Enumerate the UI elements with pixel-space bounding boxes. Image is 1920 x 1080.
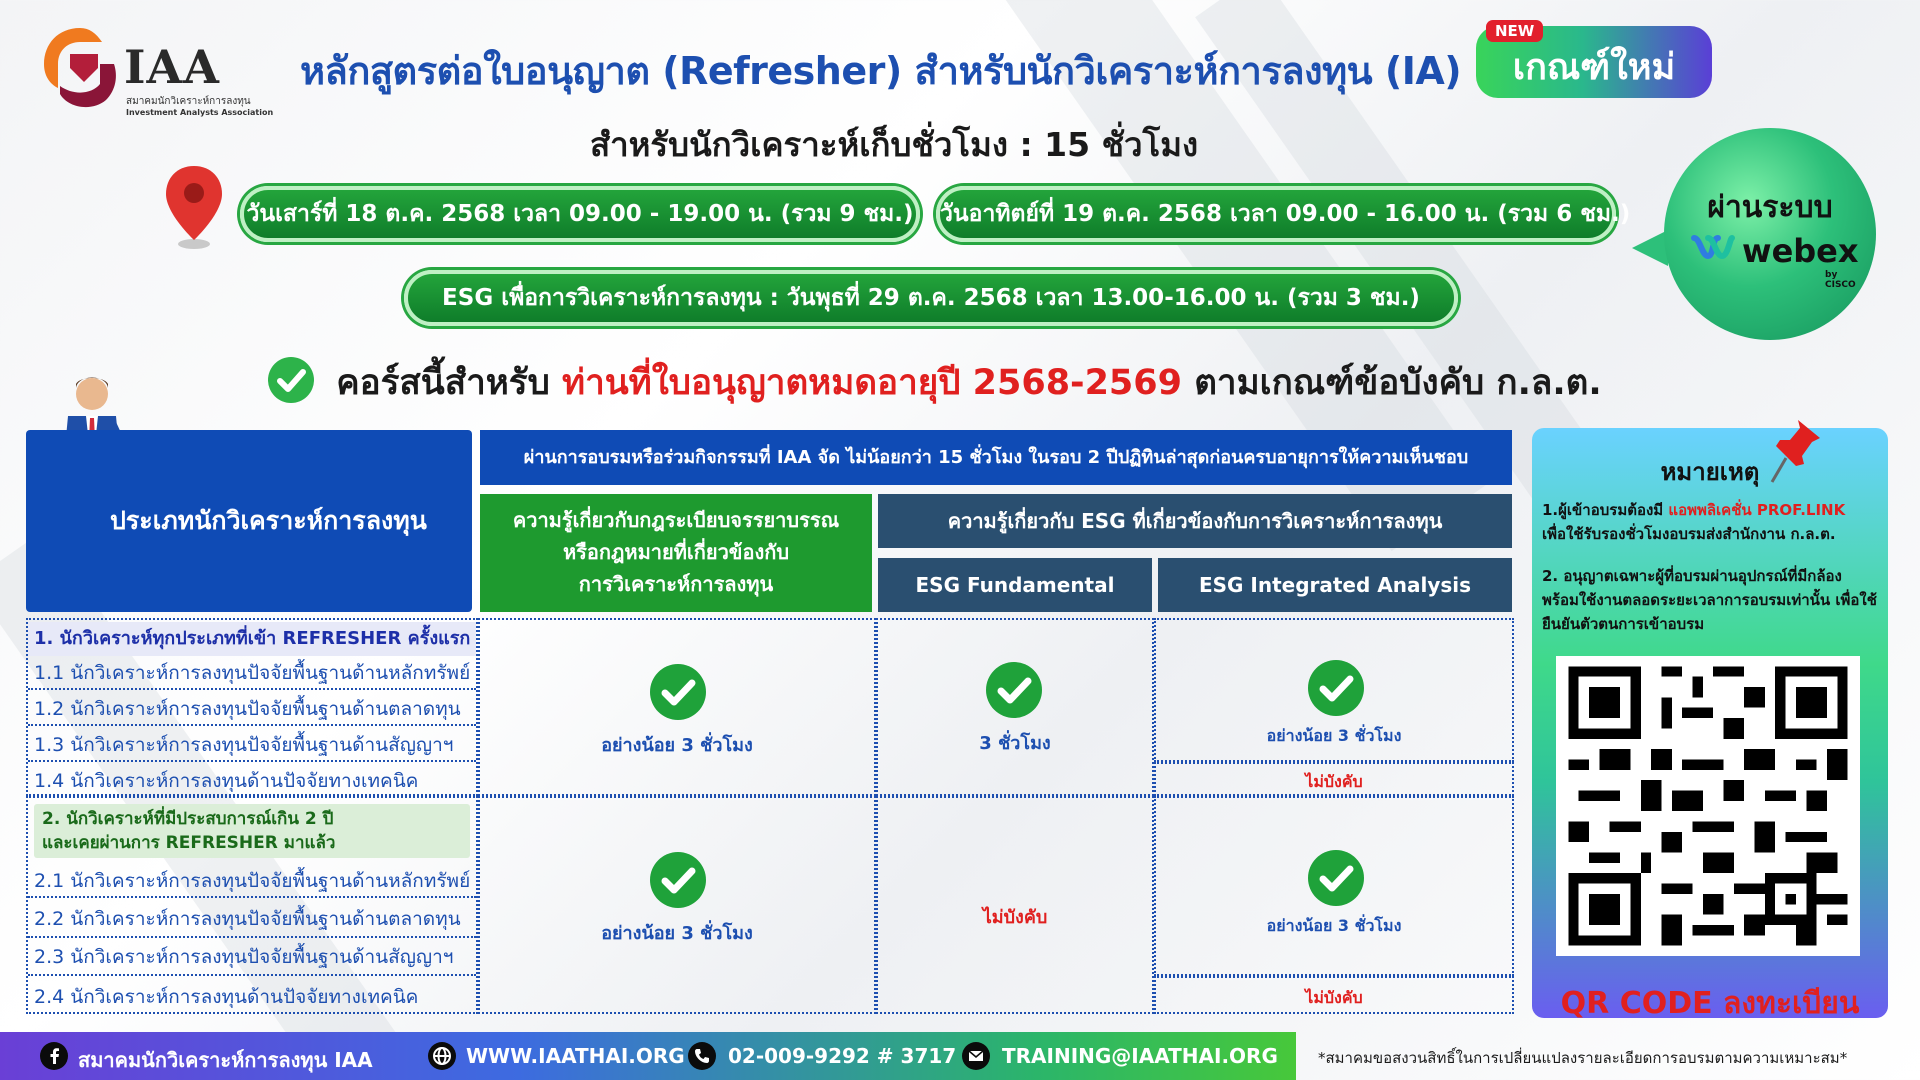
schedule-session-1: วันเสาร์ที่ 18 ต.ค. 2568 เวลา 09.00 - 19.00 น. (รวม 9 ชม.) (240, 186, 920, 242)
group2-title-line1: 2. นักวิเคราะห์ที่มีประสบการณ์เกิน 2 ปี (42, 809, 334, 829)
webex-icon (1690, 232, 1736, 262)
group2-law-value: อย่างน้อย 3 ชั่วโมง (601, 923, 753, 944)
investor-type-header: ประเภทนักวิเคราะห์การลงทุน (26, 430, 472, 612)
esg-knowledge-header: ความรู้เกี่ยวกับ ESG ที่เกี่ยวข้องกับการวิเคราะห์การลงทุน (878, 494, 1512, 548)
group1-item: 1.3 นักวิเคราะห์การลงทุนปัจจัยพื้นฐานด้านสัญญาฯ (34, 734, 454, 756)
disclaimer: *สมาคมขอสงวนสิทธิ์ในการเปลี่ยนแปลงรายละเอียดการอบรมตามความเหมาะสม* (1318, 1049, 1848, 1067)
group1-title: 1. นักวิเคราะห์ทุกประเภทที่เข้า REFRESHER ครั้งแรก (28, 622, 476, 656)
row-divider (28, 936, 476, 938)
group2-item: 2.3 นักวิเคราะห์การลงทุนปัจจัยพื้นฐานด้านสัญญาฯ (34, 946, 454, 968)
group2-title-line2: และเคยผ่านการ REFRESHER มาแล้ว (42, 833, 336, 853)
check-icon (1308, 850, 1364, 906)
check-icon (650, 852, 706, 908)
webex-logo (1690, 232, 1860, 290)
footer-website-link[interactable]: WWW.IAATHAI.ORG (466, 1044, 685, 1068)
logo-thai-name: สมาคมนักวิเคราะห์การลงทุน (126, 96, 251, 107)
webex-platform-badge (1664, 128, 1876, 340)
schedule-esg-session: ESG เพื่อการวิเคราะห์การลงทุน : วันพุธที่ 29 ต.ค. 2568 เวลา 13.00-16.00 น. (รวม 3 ชม.) (404, 270, 1458, 326)
webex-pointer (1632, 230, 1668, 266)
course-eligibility (268, 355, 1602, 410)
note-2: 2. อนุญาตเฉพาะผู้ที่อบรมผ่านอุปกรณ์ที่มีกล้อง พร้อมใช้งานตลอดระยะเวลาการอบรมเท่านั้น เพื่อใช้ยืนยันตัวตนการเข้าอบรม (1542, 567, 1877, 633)
webex-brand: webex (1742, 232, 1859, 270)
group1-integrated-value: อย่างน้อย 3 ชั่วโมง (1266, 726, 1402, 745)
logo-text: IAA (124, 40, 220, 94)
row-divider (28, 760, 476, 762)
course-highlight: ท่านที่ใบอนุญาตหมดอายุปี 2568-2569 (562, 363, 1182, 403)
check-icon (650, 664, 706, 720)
new-criteria-text: เกณฑ์ใหม่ (1512, 47, 1676, 88)
iaa-logo-mark-icon (40, 24, 120, 114)
check-icon (986, 662, 1042, 718)
qr-code-icon (1556, 656, 1860, 956)
note1-app-name: แอพพลิเคชั่น PROF.LINK (1668, 501, 1846, 519)
new-tag: NEW (1486, 20, 1543, 42)
globe-icon (428, 1042, 456, 1070)
group2-item: 2.2 นักวิเคราะห์การลงทุนปัจจัยพื้นฐานด้านตลาดทุน (34, 908, 461, 930)
group2-title (34, 804, 470, 858)
group1-integrated-note: ไม่บังคับ (1305, 772, 1363, 791)
logo-english-name: Investment Analysts Association (126, 108, 274, 117)
law-header-line3: การวิเคราะห์การลงทุน (578, 572, 774, 596)
law-header-line1: ความรู้เกี่ยวกับกฎระเบียบจรรยาบรรณ (512, 508, 840, 532)
note1-suffix: เพื่อใช้รับรองชั่วโมงอบรมส่งสำนักงาน ก.ล.ต. (1542, 525, 1836, 543)
page-subtitle: สำหรับนักวิเคราะห์เก็บชั่วโมง : 15 ชั่วโมง (590, 125, 1199, 164)
location-pin-icon (162, 164, 226, 250)
group2-integrated-value: อย่างน้อย 3 ชั่วโมง (1266, 916, 1402, 935)
group2-item: 2.1 นักวิเคราะห์การลงทุนปัจจัยพื้นฐานด้านหลักทรัพย์ (34, 870, 471, 892)
training-requirement-header: ผ่านการอบรมหรือร่วมกิจกรรมที่ IAA จัด ไม่น้อยกว่า 15 ชั่วโมง ในรอบ 2 ปีปฏิทินล่าสุดก่อนครบอายุการให้ความเห็นชอบ (480, 430, 1512, 485)
law-header-line2: หรือกฎหมายที่เกี่ยวข้องกับ (562, 540, 790, 564)
note1-prefix: 1.ผู้เข้าอบรมต้องมี (1542, 501, 1664, 519)
group2-integrated-note: ไม่บังคับ (1305, 988, 1363, 1007)
course-suffix: ตามเกณฑ์ข้อบังคับ ก.ล.ต. (1194, 363, 1602, 403)
registration-qr-code[interactable] (1556, 656, 1860, 956)
group1-item: 1.2 นักวิเคราะห์การลงทุนปัจจัยพื้นฐานด้านตลาดทุน (34, 698, 461, 720)
row-divider (28, 974, 476, 976)
row-divider (28, 688, 476, 690)
note-1 (1542, 498, 1878, 546)
footer-email-link[interactable]: TRAINING@IAATHAI.ORG (1002, 1044, 1278, 1068)
footer-phone[interactable]: 02-009-9292 # 3717 (728, 1044, 957, 1068)
group1-law-value: อย่างน้อย 3 ชั่วโมง (601, 735, 753, 756)
esg-integrated-header: ESG Integrated Analysis (1158, 558, 1512, 612)
row-divider (28, 896, 476, 898)
footer-facebook-link[interactable]: สมาคมนักวิเคราะห์การลงทุน IAA (78, 1048, 373, 1072)
phone-icon (688, 1042, 716, 1070)
new-criteria-badge (1476, 22, 1712, 98)
iaa-logo[interactable] (40, 24, 274, 124)
row-divider (28, 724, 476, 726)
footer-contact-bar (0, 1032, 1296, 1080)
notes-title: หมายเหตุ (1660, 458, 1760, 486)
group1-item: 1.1 นักวิเคราะห์การลงทุนปัจจัยพื้นฐานด้านหลักทรัพย์ (34, 662, 471, 684)
esg-fundamental-header: ESG Fundamental (878, 558, 1152, 612)
check-icon (1308, 660, 1364, 716)
email-icon (962, 1042, 990, 1070)
webex-label: ผ่านระบบ (1707, 190, 1833, 225)
webex-by-cisco: by CISCO (1825, 270, 1856, 290)
notes-panel (1532, 428, 1888, 1021)
qr-code-label: QR CODE ลงทะเบียน (1560, 986, 1860, 1021)
schedule-session-2: วันอาทิตย์ที่ 19 ต.ค. 2568 เวลา 09.00 - 16.00 น. (รวม 6 ชม.) (936, 186, 1616, 242)
group1-item: 1.4 นักวิเคราะห์การลงทุนด้านปัจจัยทางเทคนิค (34, 770, 419, 792)
page-title: หลักสูตรต่อใบอนุญาต (Refresher) สำหรับนักวิเคราะห์การลงทุน (IA) (300, 49, 1462, 93)
course-prefix: คอร์สนี้สำหรับ (336, 363, 550, 403)
check-icon (268, 357, 314, 403)
group1-fundamental-value: 3 ชั่วโมง (979, 733, 1051, 754)
group2-item: 2.4 นักวิเคราะห์การลงทุนด้านปัจจัยทางเทคนิค (34, 986, 419, 1008)
group2-fundamental-value: ไม่บังคับ (982, 907, 1048, 928)
law-knowledge-header (480, 494, 872, 612)
facebook-icon (40, 1042, 68, 1070)
